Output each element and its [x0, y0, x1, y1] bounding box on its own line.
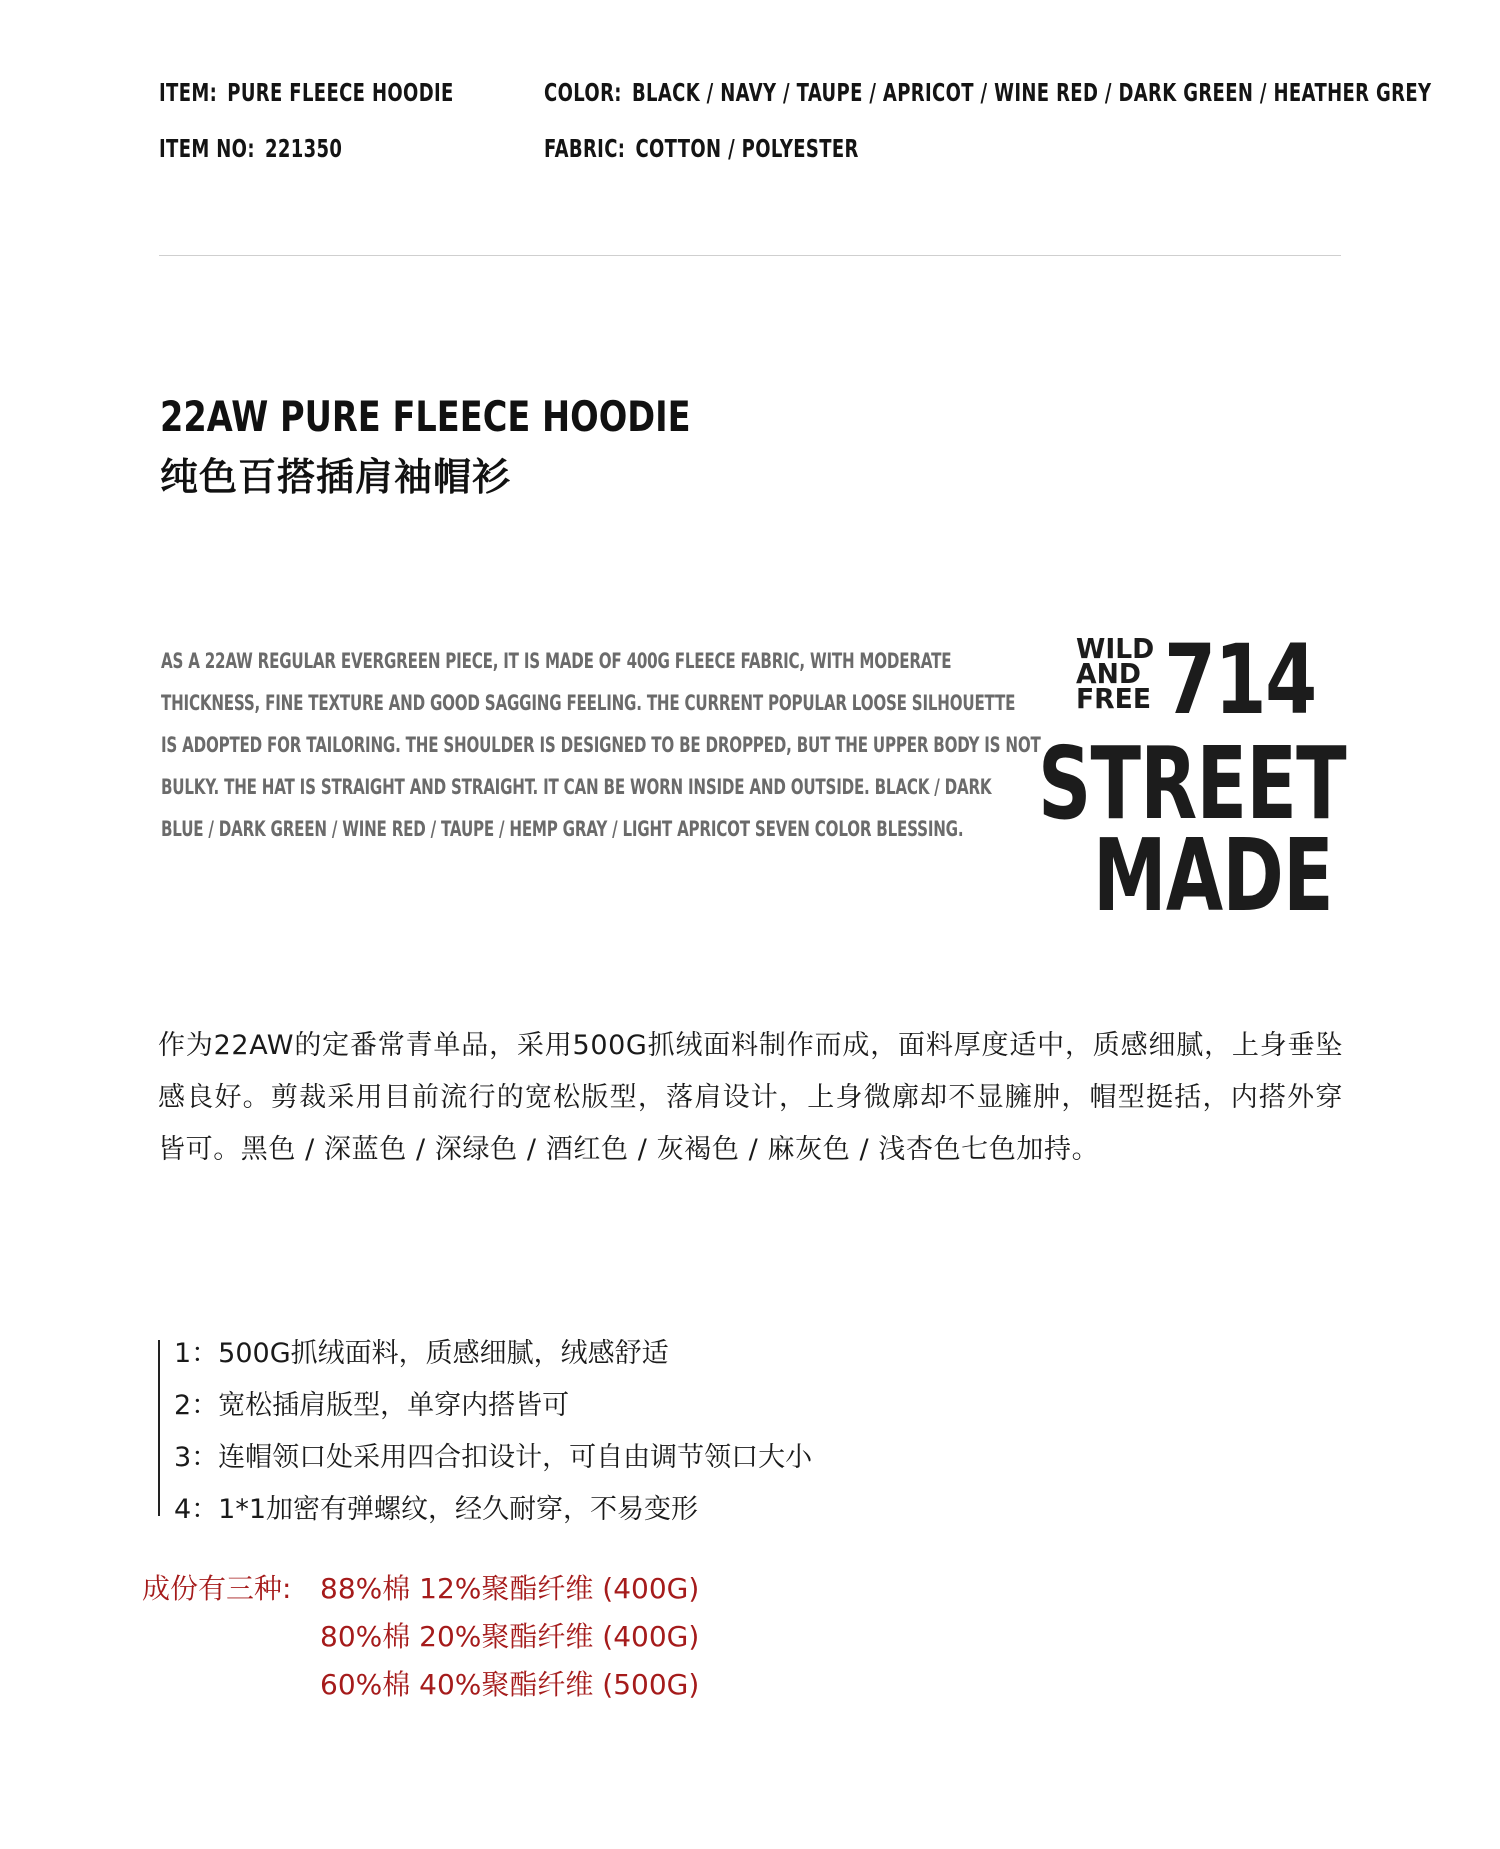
composition-option: 88%棉 12%聚酯纤维 (400G) — [320, 1572, 700, 1605]
spec-item-no-key: ITEM NO: — [159, 134, 255, 163]
logo-free: FREE — [1076, 682, 1152, 715]
description-en — [161, 640, 1041, 850]
spec-item — [159, 78, 454, 107]
logo-number: 714 — [1164, 624, 1316, 736]
description-cn: 作为22AW的定番常青单品，采用500G抓绒面料制作而成，面料厚度适中，质感细腻，上身垂坠感良好。剪裁采用目前流行的宽松版型，落肩设计，上身微廓却不显臃肿，帽型挺括，内搭外穿皆可。黑色 / 深蓝色 / 深绿色 / 酒红色 / 灰褐色 / 麻灰色 / 浅杏色七色加持。 — [158, 1030, 1343, 1165]
description-en-line: AS A 22AW REGULAR EVERGREEN PIECE, IT IS MADE OF 400G FLEECE FABRIC, WITH MODERATE — [161, 649, 952, 673]
feature-list — [158, 1338, 813, 1525]
logo-and: AND — [1076, 657, 1141, 690]
spec-color-key: COLOR: — [544, 78, 622, 107]
spec-item-no — [159, 134, 342, 163]
logo-made: MADE — [1093, 817, 1333, 934]
spec-item-no-value: 221350 — [264, 134, 343, 163]
feature-item: 2：宽松插肩版型，单穿内搭皆可 — [174, 1390, 570, 1421]
description-en-line: THICKNESS, FINE TEXTURE AND GOOD SAGGING FEELING. THE CURRENT POPULAR LOOSE SILHOUETTE — [161, 691, 1016, 715]
composition-label: 成份有三种: — [142, 1572, 292, 1605]
composition-option: 60%棉 40%聚酯纤维 (500G) — [320, 1668, 700, 1701]
description-en-line: BULKY. THE HAT IS STRAIGHT AND STRAIGHT. IT CAN BE WORN INSIDE AND OUTSIDE. BLACK / DARK — [161, 775, 992, 799]
spec-item-value: PURE FLEECE HOODIE — [227, 78, 454, 107]
spec-color-value: BLACK / NAVY / TAUPE / APRICOT / WINE RED / DARK GREEN / HEATHER GREY — [631, 78, 1432, 107]
logo-street: STREET — [1038, 725, 1346, 842]
product-title-cn: 纯色百搭插肩袖帽衫 — [160, 455, 512, 499]
description-en-line: IS ADOPTED FOR TAILORING. THE SHOULDER IS DESIGNED TO BE DROPPED, BUT THE UPPER BODY IS NOT — [161, 733, 1041, 757]
spec-fabric — [544, 134, 859, 163]
spec-color — [544, 78, 1431, 107]
header-divider — [159, 255, 1341, 256]
product-title-en: 22AW PURE FLEECE HOODIE — [160, 392, 691, 441]
logo-wild: WILD — [1076, 632, 1155, 665]
feature-item: 4：1*1加密有弹螺纹，经久耐穿，不易变形 — [174, 1494, 699, 1525]
spec-item-key: ITEM: — [159, 78, 218, 107]
description-en-line: BLUE / DARK GREEN / WINE RED / TAUPE / HEMP GRAY / LIGHT APRICOT SEVEN COLOR BLESSING. — [161, 817, 964, 841]
brand-logo — [1038, 624, 1346, 934]
composition-option: 80%棉 20%聚酯纤维 (400G) — [320, 1620, 700, 1653]
feature-item: 3：连帽领口处采用四合扣设计，可自由调节领口大小 — [174, 1442, 813, 1473]
spec-fabric-value: COTTON / POLYESTER — [635, 134, 859, 163]
spec-fabric-key: FABRIC: — [544, 134, 626, 163]
feature-item: 1：500G抓绒面料，质感细腻，绒感舒适 — [174, 1338, 669, 1369]
